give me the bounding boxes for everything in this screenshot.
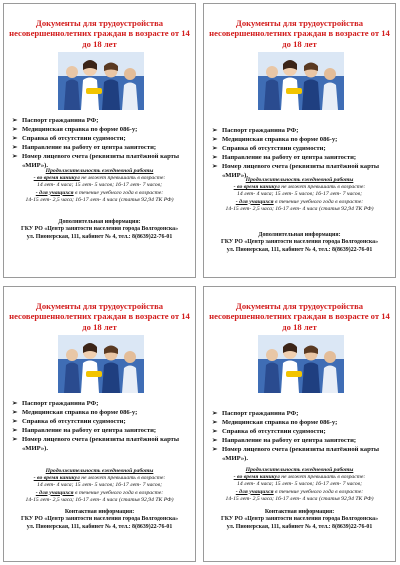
contact-block (7, 509, 192, 531)
document-item (12, 125, 191, 134)
document-item (12, 116, 191, 125)
documents-list (12, 116, 191, 170)
document-item (12, 408, 191, 417)
vacation-rule (7, 475, 192, 482)
contact-address: ул. Пионерская, 111, кабинет № 4, тел.: 8(8639)22-76-01 (26, 523, 173, 530)
check-arrow-icon: ➢ (212, 437, 218, 444)
check-arrow-icon: ➢ (12, 117, 18, 124)
contact-block (7, 219, 192, 241)
contact-address: ул. Пионерская, 111, кабинет № 4, тел.: 8(8639)22-76-01 (226, 246, 373, 253)
document-item-label: Номер лицевого счета (реквизиты платёжной карты «МИР»). (22, 436, 180, 452)
document-item (212, 436, 391, 445)
contact-heading: Дополнительная информация: (258, 232, 341, 238)
contact-block (207, 509, 392, 531)
vacation-text: не может превышать в возрасте: (79, 475, 166, 482)
flyer-title: Документы для трудоустройства несовершеннолетних граждан в возрасте от 14 до 18 лет (9, 301, 190, 332)
photo-illustration (58, 335, 144, 393)
vacation-ages: 14 лет- 4 часа; 15 лет- 5 часов; 16-17 лет- 7 часов; (37, 182, 162, 189)
check-arrow-icon: ➢ (12, 409, 18, 416)
document-item (212, 445, 391, 463)
flyer-1 (3, 3, 196, 278)
vacation-ages: 14 лет- 4 часа; 15 лет- 5 часов; 16-17 лет- 7 часов; (237, 191, 362, 198)
check-arrow-icon: ➢ (12, 427, 18, 434)
flyer-title: Документы для трудоустройства несовершеннолетних граждан в возрасте от 14 до 18 лет (209, 301, 390, 332)
check-arrow-icon: ➢ (12, 418, 18, 425)
vacation-prefix: - во время каникул (233, 474, 280, 481)
vacation-ages: 14 лет- 4 часа; 15 лет- 5 часов; 16-17 лет- 7 часов; (237, 481, 362, 488)
document-item-label: Направление на работу от центра занятости; (22, 144, 157, 151)
flyer-4 (203, 286, 396, 562)
study-prefix: - для учащихся (235, 488, 274, 495)
check-arrow-icon: ➢ (12, 400, 18, 407)
document-item-label: Направление на работу от центра занятости; (222, 154, 357, 161)
teenagers-photo (258, 335, 344, 393)
document-item-label: Паспорт гражданина РФ; (22, 400, 99, 407)
document-item-label: Направление на работу от центра занятости; (222, 437, 357, 444)
work-hours-heading: Продолжительность ежедневной работы (245, 177, 354, 183)
work-hours-heading: Продолжительность ежедневной работы (245, 467, 354, 473)
document-item (212, 427, 391, 436)
study-rule (7, 490, 192, 497)
photo-illustration (258, 52, 344, 110)
check-arrow-icon: ➢ (212, 446, 218, 453)
study-rule (207, 199, 392, 206)
teenagers-photo (58, 335, 144, 393)
document-item-label: Номер лицевого счета (реквизиты платёжной карты «МИР»). (222, 446, 380, 462)
check-arrow-icon: ➢ (212, 136, 218, 143)
contact-org: ГКУ РО «Центр занятости населения города Волгодонска» (220, 516, 379, 523)
check-arrow-icon: ➢ (212, 145, 218, 152)
document-item (212, 409, 391, 418)
study-text: в течение учебного года в возрасте: (73, 189, 164, 196)
vacation-ages: 14 лет- 4 часа; 15 лет- 5 часов; 16-17 лет- 7 часов; (37, 482, 162, 489)
contact-address: ул. Пионерская, 111, кабинет № 4, тел.: 8(8639)22-76-01 (226, 523, 373, 530)
study-prefix: - для учащихся (35, 489, 74, 496)
study-text: в течение учебного года в возрасте: (73, 489, 164, 496)
work-hours-info (207, 177, 392, 213)
vacation-rule (207, 184, 392, 191)
contact-org: ГКУ РО «Центр занятости населения города Волгодонска» (20, 226, 179, 233)
study-ages: 14-15 лет- 2,5 часа; 16-17 лет- 4 часа (статья 92,94 ТК РФ) (25, 496, 174, 503)
document-item (212, 144, 391, 153)
check-arrow-icon: ➢ (212, 127, 218, 134)
contact-heading: Контактная информация: (264, 509, 335, 515)
work-hours-info (207, 467, 392, 503)
document-item-label: Медицинская справка по форме 086-у; (222, 136, 338, 143)
document-item (212, 418, 391, 427)
document-item (212, 135, 391, 144)
study-prefix: - для учащихся (235, 198, 274, 205)
check-arrow-icon: ➢ (12, 436, 18, 443)
document-item (12, 435, 191, 453)
vacation-prefix: - во время каникул (33, 175, 80, 182)
study-ages: 14-15 лет- 2,5 часа; 16-17 лет- 4 часа (статья 92,94 ТК РФ) (225, 205, 374, 212)
document-item-label: Паспорт гражданина РФ; (222, 127, 299, 134)
document-item-label: Направление на работу от центра занятости; (22, 427, 157, 434)
document-item-label: Справка об отсутствии судимости; (22, 135, 126, 142)
document-item-label: Паспорт гражданина РФ; (22, 117, 99, 124)
check-arrow-icon: ➢ (212, 163, 218, 170)
contact-org: ГКУ РО «Центр занятости населения города Волгодонска» (20, 516, 179, 523)
check-arrow-icon: ➢ (12, 144, 18, 151)
contact-block (207, 232, 392, 254)
contact-org: ГКУ РО «Центр занятости населения города Волгодонска» (220, 239, 379, 246)
study-rule (207, 489, 392, 496)
work-hours-heading: Продолжительность ежедневной работы (45, 168, 154, 174)
photo-illustration (258, 335, 344, 393)
check-arrow-icon: ➢ (12, 126, 18, 133)
check-arrow-icon: ➢ (212, 419, 218, 426)
document-item (12, 426, 191, 435)
document-item-label: Справка об отсутствии судимости; (22, 418, 126, 425)
document-item-label: Медицинская справка по форме 086-у; (22, 409, 138, 416)
photo-illustration (58, 52, 144, 110)
work-hours-info (7, 168, 192, 204)
check-arrow-icon: ➢ (212, 154, 218, 161)
document-item-label: Медицинская справка по форме 086-у; (222, 419, 338, 426)
study-rule (7, 190, 192, 197)
flyer-title: Документы для трудоустройства несовершеннолетних граждан в возрасте от 14 до 18 лет (9, 18, 190, 49)
contact-heading: Контактная информация: (64, 509, 135, 515)
flyer-title: Документы для трудоустройства несовершеннолетних граждан в возрасте от 14 до 18 лет (209, 18, 390, 49)
documents-list (12, 399, 191, 453)
study-ages: 14-15 лет- 2,5 часа; 16-17 лет- 4 часа (статья 92,94 ТК РФ) (225, 495, 374, 502)
document-item (212, 126, 391, 135)
teenagers-photo (258, 52, 344, 110)
vacation-text: не может превышать в возрасте: (279, 184, 366, 191)
check-arrow-icon: ➢ (212, 410, 218, 417)
document-item-label: Справка об отсутствии судимости; (222, 145, 326, 152)
contact-address: ул. Пионерская, 111, кабинет № 4, тел.: 8(8639)22-76-01 (26, 233, 173, 240)
document-item (12, 143, 191, 152)
work-hours-info (7, 468, 192, 504)
flyer-3 (3, 286, 196, 562)
document-item-label: Номер лицевого счета (реквизиты платёжной карты «МИР»). (222, 163, 380, 179)
documents-list (212, 126, 391, 180)
flyer-2 (203, 3, 396, 278)
teenagers-photo (58, 52, 144, 110)
document-item-label: Справка об отсутствии судимости; (222, 428, 326, 435)
study-text: в течение учебного года в возрасте: (273, 198, 364, 205)
vacation-text: не может превышать в возрасте: (79, 175, 166, 182)
document-item-label: Паспорт гражданина РФ; (222, 410, 299, 417)
document-item (12, 399, 191, 408)
check-arrow-icon: ➢ (12, 153, 18, 160)
vacation-text: не может превышать в возрасте: (279, 474, 366, 481)
study-text: в течение учебного года в возрасте: (273, 488, 364, 495)
study-ages: 14-15 лет- 2,5 часа; 16-17 лет- 4 часа (статья 92,94 ТК РФ) (25, 196, 174, 203)
work-hours-heading: Продолжительность ежедневной работы (45, 468, 154, 474)
vacation-rule (207, 474, 392, 481)
vacation-prefix: - во время каникул (33, 475, 80, 482)
vacation-prefix: - во время каникул (233, 184, 280, 191)
document-item-label: Медицинская справка по форме 086-у; (22, 126, 138, 133)
vacation-rule (7, 175, 192, 182)
study-prefix: - для учащихся (35, 189, 74, 196)
contact-heading: Дополнительная информация: (58, 219, 141, 225)
document-item (12, 417, 191, 426)
check-arrow-icon: ➢ (212, 428, 218, 435)
check-arrow-icon: ➢ (12, 135, 18, 142)
document-item (12, 134, 191, 143)
document-item-label: Номер лицевого счета (реквизиты платёжной карты «МИР»). (22, 153, 180, 169)
document-item (212, 153, 391, 162)
documents-list (212, 409, 391, 463)
